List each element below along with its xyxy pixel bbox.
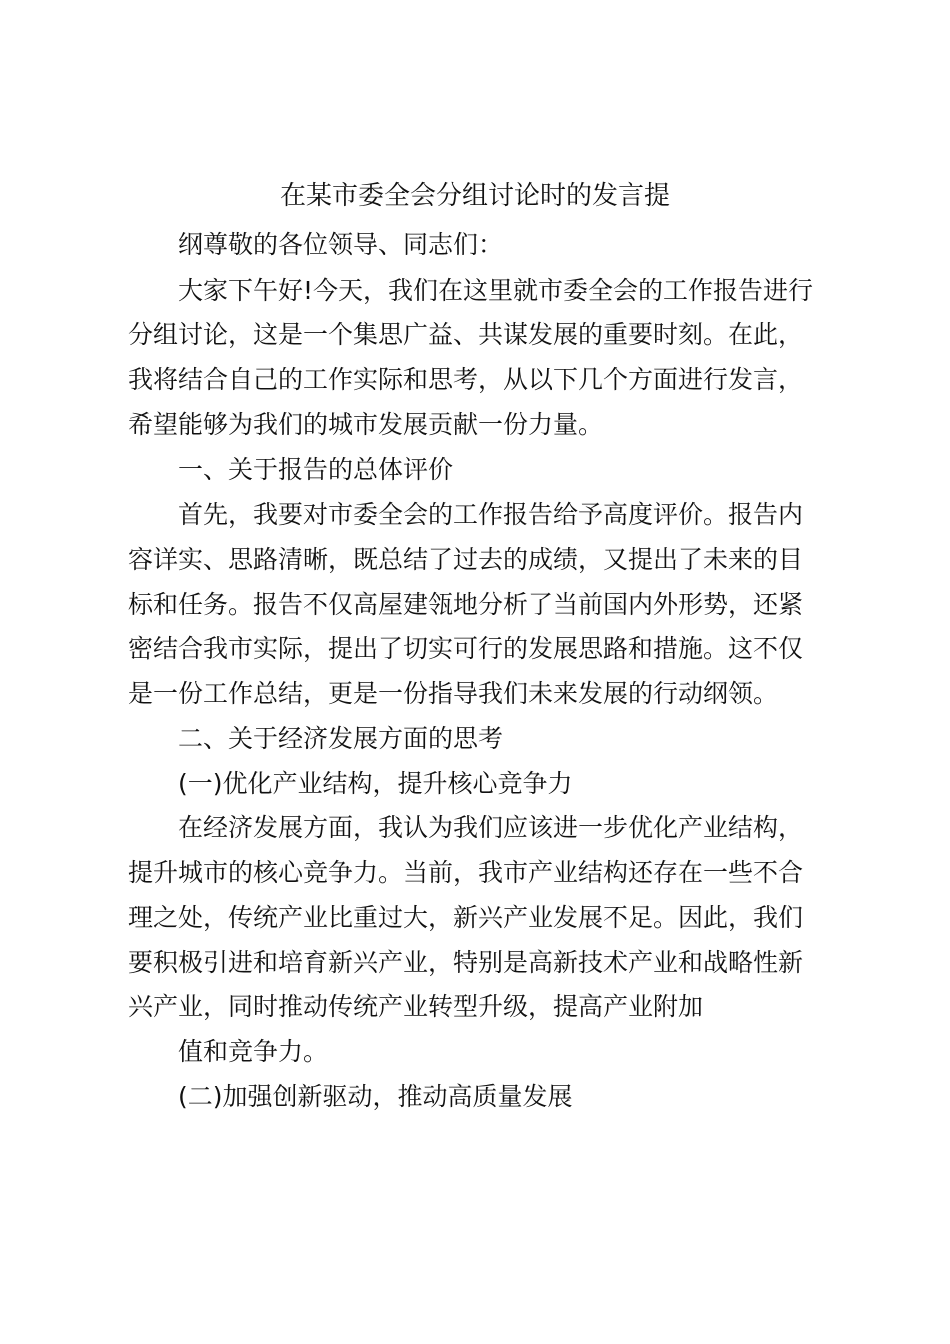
- subsection-heading: (一)优化产业结构，提升核心竞争力: [178, 769, 573, 798]
- document-title: 在某市委全会分组讨论时的发言提: [279, 181, 670, 211]
- section-heading: 二、关于经济发展方面的思考: [178, 724, 504, 753]
- paragraph-line: 分组讨论，这是一个集思广益、共谋发展的重要时刻。在此，: [128, 320, 804, 349]
- paragraph-line: 我将结合自己的工作实际和思考，从以下几个方面进行发言，: [128, 365, 804, 394]
- paragraph-line: 容详实、思路清晰，既总结了过去的成绩，又提出了未来的目: [128, 545, 804, 574]
- paragraph-line: 提升城市的核心竞争力。当前，我市产业结构还存在一些不合: [128, 858, 804, 887]
- section-heading: 一、关于报告的总体评价: [178, 455, 454, 484]
- paragraph-line: 在经济发展方面，我认为我们应该进一步优化产业结构，: [178, 813, 804, 842]
- paragraph-line: 值和竞争力。: [178, 1037, 329, 1066]
- paragraph-line: 标和任务。报告不仅高屋建瓴地分析了当前国内外形势，还紧: [128, 590, 804, 619]
- subsection-heading: (二)加强创新驱动，推动高质量发展: [178, 1082, 573, 1111]
- paragraph-line: 密结合我市实际，提出了切实可行的发展思路和措施。这不仅: [128, 634, 804, 663]
- paragraph-line: 兴产业，同时推动传统产业转型升级，提高产业附加: [128, 992, 704, 1021]
- paragraph-line: 希望能够为我们的城市发展贡献一份力量。: [128, 410, 604, 439]
- paragraph-line: 是一份工作总结，更是一份指导我们未来发展的行动纲领。: [128, 679, 779, 708]
- salutation-line: 纲尊敬的各位领导、同志们：: [178, 230, 504, 259]
- paragraph-line: 理之处，传统产业比重过大，新兴产业发展不足。因此，我们: [128, 903, 804, 932]
- paragraph-line: 首先，我要对市委全会的工作报告给予高度评价。报告内: [178, 500, 804, 529]
- paragraph-line: 大家下午好!今天，我们在这里就市委全会的工作报告进行: [178, 276, 814, 305]
- paragraph-line: 要积极引进和培育新兴产业，特别是高新技术产业和战略性新: [128, 948, 804, 977]
